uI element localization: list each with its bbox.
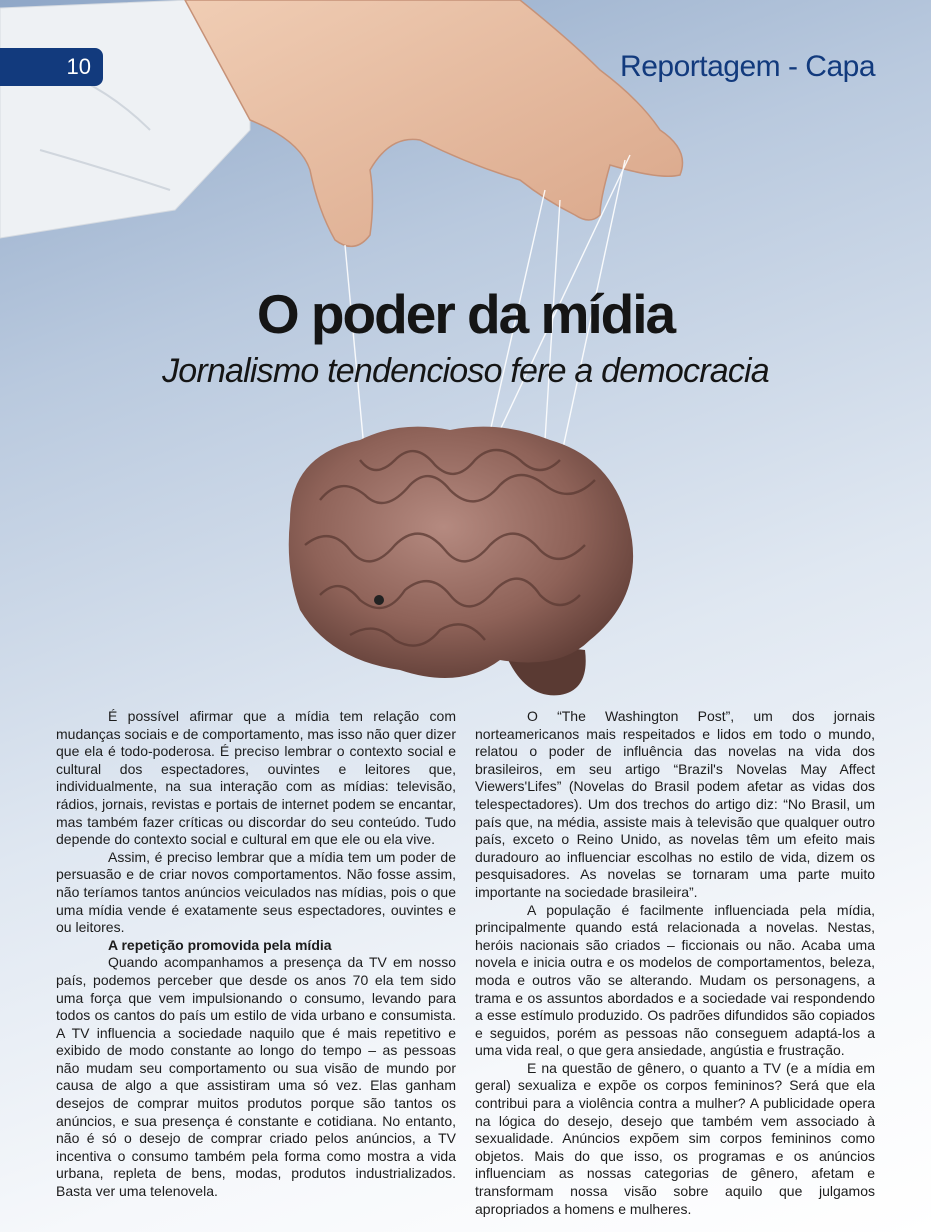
- paragraph: Quando acompanhamos a presença da TV em nosso país, podemos perceber que desde os anos 70 ela tem sido uma força que vem impulsionando o consumo, levando para todos os cantos do país um estilo de vida urbano e consumista. A TV influencia a sociedade naquilo que é mais repetitivo e exibido de modo constante ao longo do tempo – as pessoas não mudam seu comportamento ou sua visão de mundo por causa de algo a que assistiram uma só vez. Elas ganham desejos de comprar muitos produtos porque são tantos os anúncios, e sua presença é constante e cotidiana. No entanto, não é só o desejo de comprar criado pelos anúncios, a TV incentiva o consumo também pela forma como mostra a vida urbana, repleta de bens, modas, produtos industrializados. Basta ver uma telenovela.: [56, 954, 456, 1200]
- paragraph: É possível afirmar que a mídia tem relação com mudanças sociais e de comportamento, mas isso não quer dizer que ela é todo-poderosa. É preciso lembrar o contexto social e cultural dos espectadores, ouvintes e leitores que, individualmente, na sua interação com as mídias: televisão, rádios, jornais, revistas e portais de internet podem se encantar, mas também fazer críticas ou discordar do seu conteúdo. Tudo depende do contexto social e cultural em que ele ou ela vive.: [56, 708, 456, 848]
- article-subtitle: Jornalismo tendencioso fere a democracia: [162, 352, 769, 390]
- article-column-left: [56, 708, 456, 1201]
- section-label: Reportagem - Capa: [620, 50, 875, 83]
- article-column-right: [475, 708, 875, 1218]
- page-number: 10: [66, 54, 91, 79]
- article-title: O poder da mídia: [256, 283, 675, 345]
- hand: [185, 0, 683, 246]
- paragraph: Assim, é preciso lembrar que a mídia tem um poder de persuasão e de criar novos comportamentos. Não fosse assim, não teríamos tantos anúncios veiculados nas mídias, pois o que uma mídia vende é exatamente seus espectadores, ouvintes e ou leitores.: [56, 848, 456, 936]
- paragraph: A população é facilmente influenciada pela mídia, principalmente quando está relacionada a novelas. Nestas, heróis nacionais são criados – ficcionais ou não. Acaba uma novela e inicia outra e os modelos de comportamentos, beleza, moda e outros vão se alterando. Mudam os personagens, a trama e os assuntos abordados e a sociedade vai respondendo a esse estímulo produzido. Os padrões difundidos são copiados e seguidos, porém as pessoas não conseguem adaptá-los a uma vida real, o que gera ansiedade, angústia e frustração.: [475, 901, 875, 1059]
- brain: [289, 427, 633, 696]
- paragraph: E na questão de gênero, o quanto a TV (e a mídia em geral) sexualiza e expõe os corpos femininos? Será que ela contribui para a violência contra a mulher? A publicidade opera na lógica do desejo, desejo que também vem associado à sexualidade. Anúncios expõem sim corpos femininos como objetos. Mais do que isso, os programas e os anúncios influenciam as nossas categorias de gênero, afetam e transformam nossa visão sobre aquilo que julgamos apropriados a homens e mulheres.: [475, 1059, 875, 1217]
- section-subheading: A repetição promovida pela mídia: [108, 936, 332, 953]
- page-number-badge: [0, 48, 103, 86]
- paragraph: O “The Washington Post”, um dos jornais norteamericanos mais respeitados e lidos em todo o mundo, relatou o poder de influência das novelas na vida dos brasileiros, em seu artigo “Brazil's Novelas May Affect Viewers'Lifes” (Novelas do Brasil podem afetar as vidas dos telespectadores). Um dos trechos do artigo diz: “No Brasil, um país que, na média, assiste mais à televisão que qualquer outro país, exceto o Reino Unido, as novelas têm um efeito mais duradouro ao influenciar escolhas no estilo de vida, dizem os pesquisadores. As novelas se tornaram uma parte muito importante na sociedade brasileira”.: [475, 708, 875, 900]
